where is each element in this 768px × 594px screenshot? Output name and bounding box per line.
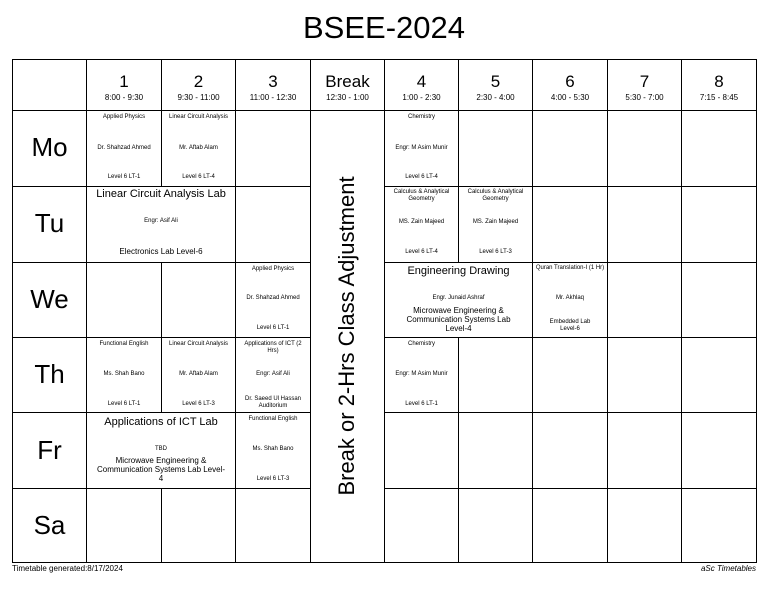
lesson-subject: Linear Circuit Analysis bbox=[168, 114, 229, 120]
lesson-cell bbox=[385, 263, 532, 337]
day-label: We bbox=[30, 284, 69, 314]
break-label: Break or 2-Hrs Class Adjustment bbox=[334, 176, 359, 496]
lesson-cell bbox=[385, 187, 458, 262]
period-number: 1 bbox=[119, 72, 129, 91]
lesson-subject: Applications of ICT (2 Hrs) bbox=[244, 341, 302, 354]
lesson-teacher: Engr: Asif Ali bbox=[144, 218, 178, 224]
lesson-cell bbox=[236, 263, 310, 337]
lesson-room: Level 6 LT-1 bbox=[107, 401, 141, 407]
grid-line bbox=[458, 337, 459, 563]
lesson-room: Level 6 LT-3 bbox=[256, 476, 290, 482]
lesson-subject: Functional English bbox=[99, 341, 149, 347]
lesson-teacher: Mr. Aftab Alam bbox=[179, 145, 218, 151]
lesson-room: Dr. Saeed Ul Hassan Auditorium bbox=[244, 396, 302, 409]
lesson-cell bbox=[87, 111, 161, 186]
day-label: Fr bbox=[37, 435, 62, 465]
lesson-room: Level 6 LT-1 bbox=[107, 174, 141, 180]
grid-line bbox=[681, 59, 682, 563]
period-header-3 bbox=[236, 72, 310, 110]
period-header-1 bbox=[87, 72, 161, 110]
lesson-teacher: TBD bbox=[155, 446, 167, 452]
period-number: 2 bbox=[193, 72, 204, 91]
lesson-subject: Chemistry bbox=[407, 114, 435, 120]
lesson-teacher: Dr. Shahzad Ahmed bbox=[97, 145, 151, 151]
period-time: 11:00 - 12:30 bbox=[249, 93, 297, 102]
lesson-cell bbox=[87, 413, 235, 488]
lesson-cell bbox=[459, 187, 532, 262]
lesson-teacher: Engr: M Asim Munir bbox=[395, 145, 448, 151]
footer-generated: Timetable generated:8/17/2024 bbox=[12, 564, 123, 573]
lesson-teacher: Engr: Asif Ali bbox=[256, 371, 290, 377]
lesson-subject: Engineering Drawing bbox=[407, 265, 510, 277]
lesson-subject: Calculus & Analytical Geometry bbox=[393, 189, 450, 202]
lesson-room: Electronics Lab Level-6 bbox=[119, 247, 203, 256]
lesson-subject: Linear Circuit Analysis Lab bbox=[96, 188, 226, 200]
lesson-teacher: Ms. Shah Bano bbox=[252, 446, 294, 452]
lesson-cell bbox=[236, 338, 310, 412]
lesson-room: Level 6 LT-4 bbox=[405, 174, 438, 180]
lesson-subject: Chemistry bbox=[407, 341, 435, 347]
lesson-teacher: Mr. Akhlaq bbox=[555, 295, 584, 301]
period-header-2 bbox=[162, 72, 235, 110]
lesson-teacher: Engr. Junaid Ashraf bbox=[432, 295, 485, 301]
day-label: Sa bbox=[33, 510, 66, 540]
lesson-room: Embedded Lab Level-6 bbox=[549, 319, 591, 332]
break-column bbox=[311, 110, 383, 562]
period-time: 9:30 - 11:00 bbox=[177, 93, 220, 102]
period-header-6 bbox=[533, 72, 607, 110]
lesson-teacher: Engr: M Asim Munir bbox=[395, 371, 448, 377]
lesson-cell bbox=[87, 338, 161, 412]
lesson-cell bbox=[533, 263, 607, 337]
period-time: 2:30 - 4:00 bbox=[476, 93, 515, 102]
lesson-teacher: Mr. Aftab Alam bbox=[179, 371, 218, 377]
lesson-subject: Calculus & Analytical Geometry bbox=[467, 189, 524, 202]
period-time: 1:00 - 2:30 bbox=[402, 93, 441, 102]
grid-line bbox=[161, 488, 162, 563]
period-number: 4 bbox=[416, 72, 427, 91]
lesson-room: Level 6 LT-3 bbox=[479, 249, 512, 255]
day-label: Mo bbox=[31, 132, 68, 162]
grid-line bbox=[384, 488, 757, 489]
lesson-subject: Quran Translation-I (1 Hr) bbox=[535, 265, 605, 271]
lesson-room: Level 6 LT-4 bbox=[405, 249, 438, 255]
lesson-room: Level 6 LT-1 bbox=[405, 401, 438, 407]
grid-line bbox=[756, 59, 757, 563]
period-number: 3 bbox=[268, 72, 278, 91]
lesson-room: Level 6 LT-4 bbox=[182, 174, 215, 180]
lesson-cell bbox=[162, 338, 235, 412]
lesson-room: Level 6 LT-1 bbox=[256, 325, 290, 331]
lesson-cell bbox=[385, 111, 458, 186]
grid-line bbox=[607, 59, 608, 563]
lesson-subject: Applied Physics bbox=[251, 266, 295, 272]
period-time: 5:30 - 7:00 bbox=[625, 93, 664, 102]
period-time: 4:00 - 5:30 bbox=[550, 93, 590, 102]
lesson-subject: Linear Circuit Analysis bbox=[168, 341, 229, 347]
lesson-teacher: Dr. Shahzad Ahmed bbox=[246, 295, 300, 301]
footer-brand: aSc Timetables bbox=[700, 564, 756, 573]
lesson-cell bbox=[236, 413, 310, 488]
lesson-subject: Applied Physics bbox=[102, 114, 146, 120]
page-title: BSEE-2024 bbox=[303, 10, 465, 45]
lesson-cell bbox=[87, 187, 235, 262]
period-header-break bbox=[311, 72, 384, 110]
lesson-teacher: MS. Zain Majeed bbox=[398, 219, 445, 225]
lesson-room: Level 6 LT-3 bbox=[182, 401, 215, 407]
period-number: 7 bbox=[639, 72, 650, 91]
period-time: 8:00 - 9:30 bbox=[104, 93, 144, 102]
lesson-room: Microwave Engineering & Communication Systems Lab Level-4 bbox=[96, 456, 226, 483]
period-header-7 bbox=[608, 72, 681, 110]
period-header-4 bbox=[385, 72, 458, 110]
lesson-teacher: Ms. Shah Bano bbox=[103, 371, 145, 377]
period-header-5 bbox=[459, 72, 532, 110]
day-label: Tu bbox=[34, 208, 65, 238]
lesson-cell bbox=[385, 338, 458, 412]
period-header-8 bbox=[682, 72, 756, 110]
period-number: Break bbox=[325, 72, 370, 91]
period-number: 6 bbox=[565, 72, 575, 91]
lesson-subject: Functional English bbox=[248, 416, 298, 422]
period-time: 12:30 - 1:00 bbox=[326, 93, 369, 102]
lesson-teacher: MS. Zain Majeed bbox=[472, 219, 519, 225]
day-label: Th bbox=[34, 359, 65, 389]
lesson-room: Microwave Engineering & Communication Systems Lab Level-4 bbox=[406, 306, 511, 333]
grid-line bbox=[384, 412, 757, 413]
lesson-cell bbox=[162, 111, 235, 186]
period-time: 7:15 - 8:45 bbox=[699, 93, 739, 102]
lesson-subject: Applications of ICT Lab bbox=[104, 416, 218, 428]
period-number: 5 bbox=[490, 72, 501, 91]
period-number: 8 bbox=[714, 72, 724, 91]
